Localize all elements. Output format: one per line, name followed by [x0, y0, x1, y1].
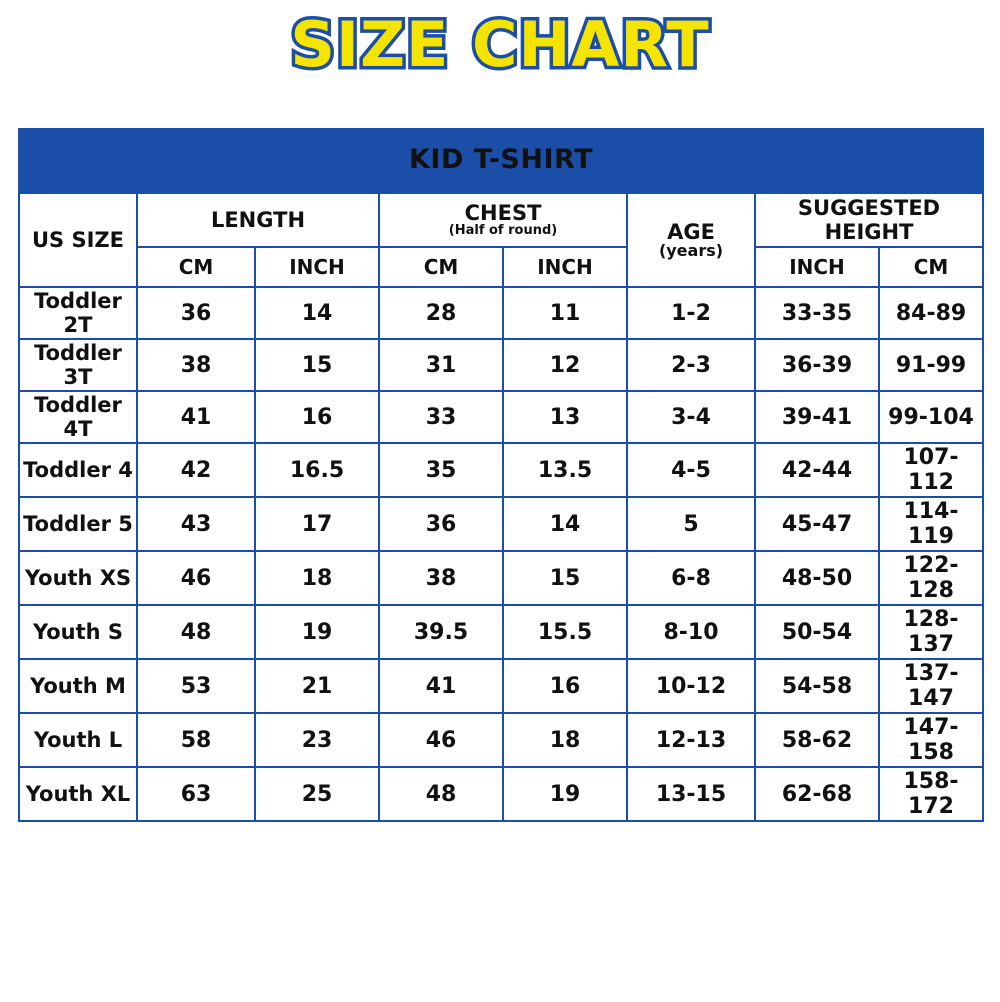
- cell-length-inch: 14: [255, 287, 379, 339]
- cell-chest-cm: 41: [379, 659, 503, 713]
- group-header-row: [19, 193, 983, 247]
- cell-length-cm: 36: [137, 287, 255, 339]
- sub-header-row: [19, 247, 983, 287]
- column-header-age-note: (years): [658, 240, 724, 260]
- cell-age: 10-12: [627, 659, 755, 713]
- cell-size: Toddler 3T: [19, 339, 137, 391]
- column-header-suggested-height: SUGGESTED HEIGHT: [755, 193, 983, 247]
- cell-chest-cm: 39.5: [379, 605, 503, 659]
- table-row: [19, 659, 983, 713]
- cell-chest-inch: 13.5: [503, 443, 627, 497]
- cell-chest-inch: 18: [503, 713, 627, 767]
- table-row: [19, 551, 983, 605]
- cell-chest-cm: 48: [379, 767, 503, 821]
- cell-height-cm: 114-119: [879, 497, 983, 551]
- table-row: [19, 391, 983, 443]
- cell-size: Toddler 4: [19, 443, 137, 497]
- banner-row: [19, 129, 983, 193]
- cell-length-cm: 53: [137, 659, 255, 713]
- cell-height-cm: 84-89: [879, 287, 983, 339]
- size-chart-table-wrapper: [18, 128, 982, 822]
- cell-length-inch: 15: [255, 339, 379, 391]
- cell-chest-inch: 16: [503, 659, 627, 713]
- sub-header-chest-inch: INCH: [503, 247, 627, 287]
- cell-age: 8-10: [627, 605, 755, 659]
- cell-length-cm: 46: [137, 551, 255, 605]
- cell-age: 3-4: [627, 391, 755, 443]
- cell-height-cm: 107-112: [879, 443, 983, 497]
- cell-length-inch: 23: [255, 713, 379, 767]
- table-body: [19, 287, 983, 821]
- cell-chest-cm: 33: [379, 391, 503, 443]
- cell-length-inch: 21: [255, 659, 379, 713]
- cell-height-cm: 158-172: [879, 767, 983, 821]
- cell-height-inch: 36-39: [755, 339, 879, 391]
- cell-height-inch: 58-62: [755, 713, 879, 767]
- cell-chest-cm: 28: [379, 287, 503, 339]
- cell-height-cm: 122-128: [879, 551, 983, 605]
- cell-length-cm: 38: [137, 339, 255, 391]
- cell-age: 6-8: [627, 551, 755, 605]
- cell-height-inch: 48-50: [755, 551, 879, 605]
- cell-length-inch: 18: [255, 551, 379, 605]
- size-chart-table: [18, 128, 984, 822]
- cell-size: Youth L: [19, 713, 137, 767]
- column-header-chest-note: (Half of round): [448, 223, 558, 239]
- cell-height-cm: 147-158: [879, 713, 983, 767]
- cell-chest-inch: 19: [503, 767, 627, 821]
- cell-height-inch: 62-68: [755, 767, 879, 821]
- table-row: [19, 605, 983, 659]
- cell-chest-inch: 11: [503, 287, 627, 339]
- cell-length-cm: 42: [137, 443, 255, 497]
- cell-height-cm: 137-147: [879, 659, 983, 713]
- table-row: [19, 339, 983, 391]
- cell-size: Youth XL: [19, 767, 137, 821]
- column-header-us-size: US SIZE: [19, 193, 137, 287]
- cell-size: Toddler 4T: [19, 391, 137, 443]
- cell-length-cm: 41: [137, 391, 255, 443]
- banner-title: KID T-SHIRT: [19, 129, 983, 193]
- cell-length-inch: 16: [255, 391, 379, 443]
- cell-chest-inch: 15: [503, 551, 627, 605]
- column-header-chest: [379, 193, 627, 247]
- cell-chest-cm: 35: [379, 443, 503, 497]
- cell-length-cm: 58: [137, 713, 255, 767]
- cell-size: Toddler 5: [19, 497, 137, 551]
- cell-length-cm: 63: [137, 767, 255, 821]
- cell-height-inch: 39-41: [755, 391, 879, 443]
- cell-height-inch: 45-47: [755, 497, 879, 551]
- cell-size: Youth S: [19, 605, 137, 659]
- sub-header-height-cm: CM: [879, 247, 983, 287]
- cell-length-inch: 25: [255, 767, 379, 821]
- cell-chest-cm: 46: [379, 713, 503, 767]
- sub-header-height-inch: INCH: [755, 247, 879, 287]
- cell-age: 12-13: [627, 713, 755, 767]
- table-row: [19, 287, 983, 339]
- cell-chest-inch: 14: [503, 497, 627, 551]
- table-row: [19, 443, 983, 497]
- cell-length-inch: 16.5: [255, 443, 379, 497]
- cell-length-inch: 17: [255, 497, 379, 551]
- table-row: [19, 713, 983, 767]
- page-title-text: SIZE CHART: [290, 8, 710, 81]
- column-header-length: LENGTH: [137, 193, 379, 247]
- cell-chest-cm: 36: [379, 497, 503, 551]
- page-title: [0, 8, 1000, 81]
- sub-header-length-inch: INCH: [255, 247, 379, 287]
- cell-chest-cm: 31: [379, 339, 503, 391]
- cell-height-cm: 128-137: [879, 605, 983, 659]
- cell-length-cm: 43: [137, 497, 255, 551]
- sub-header-length-cm: CM: [137, 247, 255, 287]
- cell-height-cm: 99-104: [879, 391, 983, 443]
- column-header-chest-label: CHEST: [464, 201, 542, 226]
- sub-header-chest-cm: CM: [379, 247, 503, 287]
- cell-height-inch: 54-58: [755, 659, 879, 713]
- table-row: [19, 497, 983, 551]
- cell-age: 2-3: [627, 339, 755, 391]
- cell-length-cm: 48: [137, 605, 255, 659]
- table-head: [19, 129, 983, 287]
- cell-age: 4-5: [627, 443, 755, 497]
- cell-age: 5: [627, 497, 755, 551]
- cell-height-inch: 33-35: [755, 287, 879, 339]
- cell-size: Youth M: [19, 659, 137, 713]
- cell-chest-cm: 38: [379, 551, 503, 605]
- cell-height-inch: 50-54: [755, 605, 879, 659]
- cell-chest-inch: 15.5: [503, 605, 627, 659]
- cell-height-inch: 42-44: [755, 443, 879, 497]
- cell-size: Toddler 2T: [19, 287, 137, 339]
- cell-size: Youth XS: [19, 551, 137, 605]
- cell-length-inch: 19: [255, 605, 379, 659]
- column-header-age: [627, 193, 755, 287]
- cell-age: 13-15: [627, 767, 755, 821]
- table-row: [19, 767, 983, 821]
- column-header-age-label: AGE: [667, 219, 715, 244]
- cell-height-cm: 91-99: [879, 339, 983, 391]
- cell-chest-inch: 12: [503, 339, 627, 391]
- cell-chest-inch: 13: [503, 391, 627, 443]
- cell-age: 1-2: [627, 287, 755, 339]
